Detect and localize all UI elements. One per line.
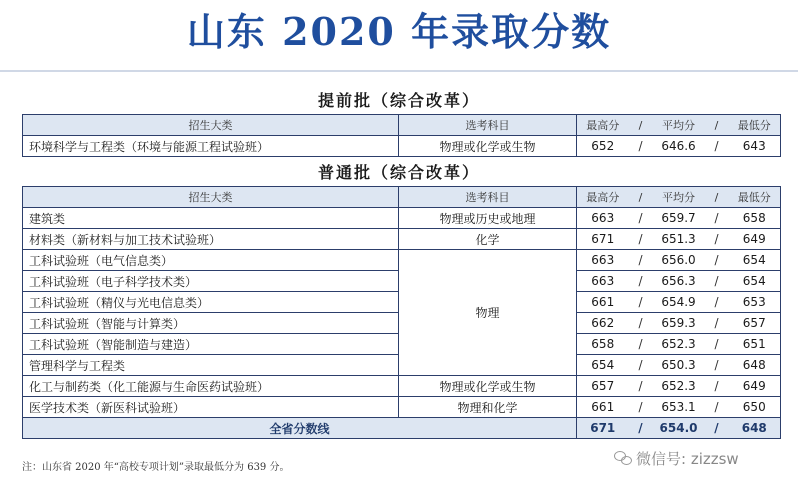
row-sep: / bbox=[705, 208, 729, 229]
wechat-watermark bbox=[614, 446, 739, 470]
watermark-text: 微信号: zizzsw bbox=[636, 449, 739, 468]
table-row bbox=[23, 397, 781, 418]
wechat-icon bbox=[614, 451, 632, 465]
row-min: 643 bbox=[729, 136, 781, 157]
row-max: 658 bbox=[577, 334, 629, 355]
row-min: 649 bbox=[729, 229, 781, 250]
row-sep: / bbox=[705, 292, 729, 313]
row-sep: / bbox=[705, 418, 729, 439]
header-max: 最高分 bbox=[577, 115, 629, 136]
row-subject: 化学 bbox=[399, 229, 577, 250]
row-min: 651 bbox=[729, 334, 781, 355]
section1-table bbox=[22, 114, 781, 157]
row-min: 649 bbox=[729, 376, 781, 397]
header-sep: / bbox=[705, 187, 729, 208]
row-sep: / bbox=[705, 250, 729, 271]
row-max: 662 bbox=[577, 313, 629, 334]
row-subject: 物理或化学或生物 bbox=[399, 376, 577, 397]
header-subject: 选考科目 bbox=[399, 187, 577, 208]
row-avg: 646.6 bbox=[653, 136, 705, 157]
header-min: 最低分 bbox=[729, 187, 781, 208]
row-avg: 652.3 bbox=[653, 334, 705, 355]
row-category: 工科试验班（智能制造与建造） bbox=[23, 334, 399, 355]
table-header-row bbox=[23, 187, 781, 208]
row-max: 652 bbox=[577, 136, 629, 157]
header-category: 招生大类 bbox=[23, 115, 399, 136]
row-sep: / bbox=[629, 313, 653, 334]
row-max: 663 bbox=[577, 271, 629, 292]
row-category: 医学技术类（新医科试验班） bbox=[23, 397, 399, 418]
row-category: 化工与制药类（化工能源与生命医药试验班） bbox=[23, 376, 399, 397]
row-max: 663 bbox=[577, 208, 629, 229]
row-min: 654 bbox=[729, 271, 781, 292]
row-sep: / bbox=[705, 376, 729, 397]
row-sep: / bbox=[705, 229, 729, 250]
row-subject: 物理和化学 bbox=[399, 397, 577, 418]
row-avg: 651.3 bbox=[653, 229, 705, 250]
header-min: 最低分 bbox=[729, 115, 781, 136]
row-sep: / bbox=[629, 397, 653, 418]
total-row bbox=[23, 418, 781, 439]
section2-title: 普通批（综合改革） bbox=[317, 163, 480, 182]
header-avg: 平均分 bbox=[653, 115, 705, 136]
header-sep: / bbox=[705, 115, 729, 136]
total-min: 648 bbox=[729, 418, 781, 439]
row-avg: 652.3 bbox=[653, 376, 705, 397]
row-sep: / bbox=[629, 334, 653, 355]
row-sep: / bbox=[705, 355, 729, 376]
row-min: 657 bbox=[729, 313, 781, 334]
header-sep: / bbox=[629, 187, 653, 208]
row-max: 657 bbox=[577, 376, 629, 397]
row-avg: 659.3 bbox=[653, 313, 705, 334]
row-sep: / bbox=[629, 136, 653, 157]
row-min: 658 bbox=[729, 208, 781, 229]
title-divider bbox=[0, 70, 798, 72]
section2-table bbox=[22, 186, 781, 439]
row-max: 661 bbox=[577, 292, 629, 313]
footnote: 注：山东省 2020 年“高校专项计划”录取最低分为 639 分。 bbox=[22, 462, 290, 473]
header-category: 招生大类 bbox=[23, 187, 399, 208]
row-category: 工科试验班（智能与计算类） bbox=[23, 313, 399, 334]
row-sep: / bbox=[629, 355, 653, 376]
header-avg: 平均分 bbox=[653, 187, 705, 208]
row-min: 650 bbox=[729, 397, 781, 418]
row-category: 工科试验班（电气信息类） bbox=[23, 250, 399, 271]
row-category: 环境科学与工程类（环境与能源工程试验班） bbox=[23, 136, 399, 157]
row-sep: / bbox=[705, 313, 729, 334]
row-sep: / bbox=[705, 334, 729, 355]
row-avg: 656.0 bbox=[653, 250, 705, 271]
row-subject-merged: 物理 bbox=[399, 250, 577, 376]
row-avg: 650.3 bbox=[653, 355, 705, 376]
total-avg: 654.0 bbox=[653, 418, 705, 439]
table-row bbox=[23, 136, 781, 157]
table-row bbox=[23, 376, 781, 397]
row-category: 工科试验班（电子科学技术类） bbox=[23, 271, 399, 292]
row-category: 管理科学与工程类 bbox=[23, 355, 399, 376]
row-category: 工科试验班（精仪与光电信息类） bbox=[23, 292, 399, 313]
row-sep: / bbox=[629, 250, 653, 271]
row-sep: / bbox=[629, 271, 653, 292]
row-sep: / bbox=[629, 418, 653, 439]
row-sep: / bbox=[629, 376, 653, 397]
table-row bbox=[23, 208, 781, 229]
header-sep: / bbox=[629, 115, 653, 136]
row-sep: / bbox=[705, 397, 729, 418]
row-avg: 653.1 bbox=[653, 397, 705, 418]
row-max: 661 bbox=[577, 397, 629, 418]
row-category: 建筑类 bbox=[23, 208, 399, 229]
table-header-row bbox=[23, 115, 781, 136]
row-max: 671 bbox=[577, 229, 629, 250]
row-min: 654 bbox=[729, 250, 781, 271]
row-sep: / bbox=[629, 292, 653, 313]
section1-title: 提前批（综合改革） bbox=[317, 91, 480, 110]
total-max: 671 bbox=[577, 418, 629, 439]
row-category: 材料类（新材料与加工技术试验班） bbox=[23, 229, 399, 250]
row-max: 654 bbox=[577, 355, 629, 376]
page-title: 山东 2020 年录取分数 bbox=[186, 9, 612, 54]
total-label: 全省分数线 bbox=[23, 418, 577, 439]
row-sep: / bbox=[705, 271, 729, 292]
row-sep: / bbox=[629, 208, 653, 229]
row-max: 663 bbox=[577, 250, 629, 271]
header-max: 最高分 bbox=[577, 187, 629, 208]
table-row bbox=[23, 250, 781, 271]
row-sep: / bbox=[705, 136, 729, 157]
row-avg: 656.3 bbox=[653, 271, 705, 292]
row-avg: 659.7 bbox=[653, 208, 705, 229]
table-row bbox=[23, 229, 781, 250]
row-subject: 物理或历史或地理 bbox=[399, 208, 577, 229]
header-subject: 选考科目 bbox=[399, 115, 577, 136]
row-subject: 物理或化学或生物 bbox=[399, 136, 577, 157]
row-sep: / bbox=[629, 229, 653, 250]
row-min: 653 bbox=[729, 292, 781, 313]
row-avg: 654.9 bbox=[653, 292, 705, 313]
row-min: 648 bbox=[729, 355, 781, 376]
